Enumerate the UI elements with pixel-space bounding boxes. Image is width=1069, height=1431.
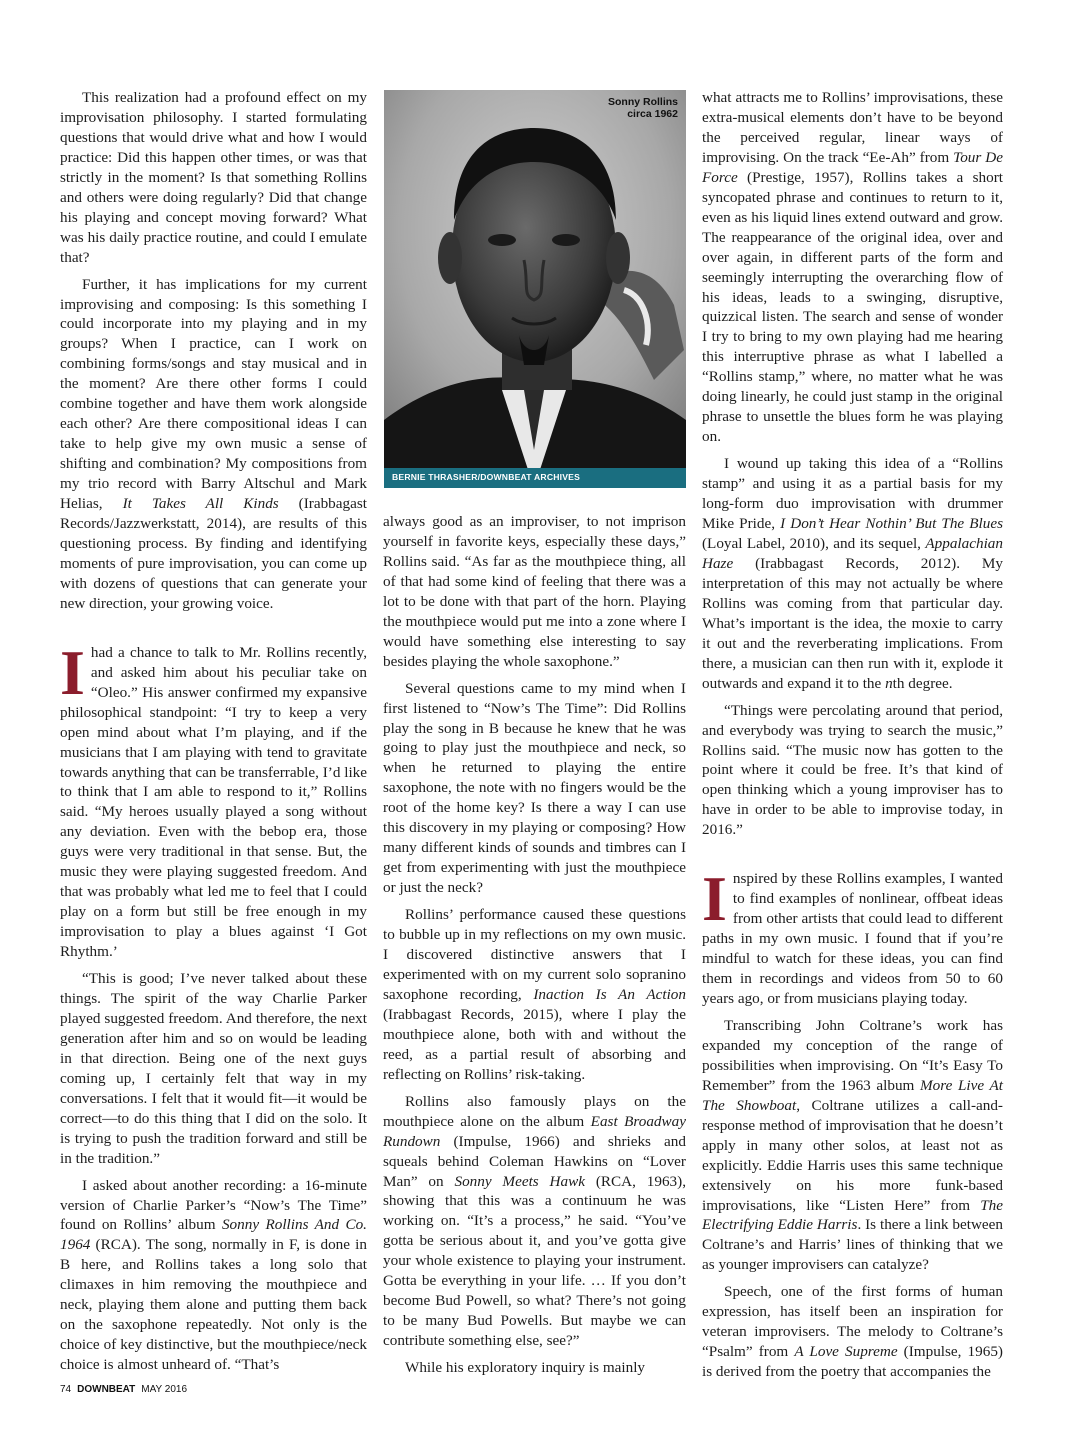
paragraph: This realization had a profound effect on my improvisation philosophy. I started formulating questions that would drive what and how I would practice: Did this happen other times, or was that strictly in the moment? Is that something Rollins and others were doing regularly? Did that change his playing and concept moving forward? What was his daily practice routine, and could I emulate that? bbox=[60, 89, 367, 266]
album-title: Sonny Rollins And Co. 1964 bbox=[60, 1216, 367, 1254]
paragraph: I wound up taking this idea of a “Rollins stamp” and using it as a partial basis for my long-form duo improvisation with drummer Mike Pride, I Don’t Hear Nothin’ But The Blues (Loyal Label, 2010), and its sequel, Appalachian Haze (Irabbagast Records, 2012). My interpretation of this may not actually be where Rollins was coming from that particular day. What’s important is the idea, the moxie to carry it out and the reverberating implications. From there, a musician can then run with it, explode it outwards and expand it to the nth degree. bbox=[702, 455, 1003, 692]
album-title: More Live At The Showboat bbox=[702, 1076, 1003, 1114]
article-column-3 bbox=[702, 88, 1003, 1389]
issue-date: MAY 2016 bbox=[141, 1384, 188, 1395]
paragraph: Several questions came to my mind when I first listened to “Now’s The Time”: Did Rollins play the song in B because he knew that he was going to play just the mouthpiece and neck, so when he returned to playing the entire saxophone, the note with no fingers would be the root of the home key? Is there a way I can use this discovery in my playing or composing? How many different kinds of sounds and timbres can I get from experimenting with just the mouthpiece or just the neck? bbox=[383, 679, 686, 897]
paragraph: Further, it has implications for my current improvising and composing: Is this something I could incorporate into my playing and in my groups? When I practice, can I work on combining forms/songs and stay musical and in the moment? Are there other forms I could combine together and have them work alongside each other? Are there compositional ideas I can take to help give my own music a sense of shifting and combination? My compositions from my trio record with Barry Altschul and Mark Helias, It Takes All Kinds (Irabbagast Records/Jazzwerkstatt, 2014), are results of this questioning process. By finding and identifying moments of pure improvisation, you can come up with dozens of questions that can generate your new direction, your growing voice. bbox=[60, 275, 367, 612]
paragraph: I asked about another recording: a 16-minute version of Charlie Parker’s “Now’s The Time” found on Rollins’ album Sonny Rollins And Co. 1964 (RCA). The song, normally in F, is done in B here, and Rollins takes a long solo that climaxes in him removing the mouthpiece and neck, playing them alone and putting them back on the saxophone repeatedly. Not only is the choice of key distinctive, but the mouthpiece/neck choice is almost unheard of. “That’s bbox=[60, 1176, 367, 1374]
album-title: Tour De Force bbox=[702, 148, 1003, 186]
portrait-photo bbox=[384, 90, 686, 488]
magazine-brand: DOWNBEAT bbox=[77, 1384, 136, 1395]
album-title: I Don’t Hear Nothin’ But The Blues bbox=[780, 515, 1003, 533]
paragraph: what attracts me to Rollins’ improvisations, these extra-musical elements don’t have to be beyond the perceived regular, linear ways of improvising. On the track “Ee-Ah” from Tour De Force (Prestige, 1957), Rollins takes a short syncopated phrase and continues to return to it, even as his liquid lines extend outward and grow. The reappearance of the original idea, over and over again, in different parts of the form and seemingly interrupting the overarching flow of his ideas, leads to a swinging, disruptive, quizzical listen. The search and sense of wonder I try to bring to my own playing had me hearing this interruptive phrase as what I labelled a “Rollins stamp,” where, no matter what he was doing linearly, he could just stamp in the original phrase to unsettle the blues form he was playing on. bbox=[702, 89, 1003, 446]
paragraph: “This is good; I’ve never talked about these things. The spirit of the way Charlie Parker played suggested freedom. And therefore, the next generation after him and so on would be leading in that direction. Being one of the next guys coming up, I certainly felt that way in my conversations. I felt that it would fit—it would be correct—to do this thing that I did on the solo. It is trying to push the tradition forward and still be in the tradition.” bbox=[60, 970, 367, 1167]
paragraph: I had a chance to talk to Mr. Rollins recently, and asked him about his peculiar take on “Oleo.” His answer confirmed my expansive philosophical standpoint: “I try to keep a very open mind about what I’m playing, and if the musicians that I am playing with tend to gravitate towards anything that can be transferrable, I’d like to think that I am able to respond to it,” Rollins said. “My heroes usually played a song without any deviation. Even with the bebop era, those guys were very traditional in that sense. But, the music they were playing suggested freedom. And that was probably what led me to feel that I could play on a form but still be free enough in my improvisation to play a blues against ‘I Got Rhythm.’ bbox=[60, 636, 368, 961]
paragraph: Rollins also famously plays on the mouthpiece alone on the album East Broadway Rundown (Impulse, 1966) and shrieks and squeals behind Coleman Hawkins on “Lover Man” on Sonny Meets Hawk (RCA, 1963), showing that this was a continuum he was working on. “It’s a process,” he said. “You’ve gotta be serious about it, and you’ve gotta give your whole existence to playing your instrument. Gotta be everything in your life. … If you don’t become Bud Powell, so what? There’s not going to be many Bud Powells. But maybe we can contribute something else, see?” bbox=[383, 1092, 686, 1350]
caption-date: circa 1962 bbox=[627, 108, 678, 120]
album-title: A Love Supreme bbox=[794, 1343, 898, 1361]
paragraph: Inspired by these Rollins examples, I wanted to find examples of nonlinear, offbeat ideas from other artists that could lead to different paths in my own music. I found that if you’re mindful to watch for these ideas, you can find them in recordings and videos from 50 to 60 years ago, or from musicians playing today. bbox=[702, 863, 1003, 1007]
paragraph: “Things were percolating around that period, and everybody was trying to search the music,” Rollins said. “The music now has gotten to the point where it could be free. It’s that kind of open thinking which a young improviser has to have in order to be able to improvise today, in 2016.” bbox=[702, 701, 1003, 839]
page-footer bbox=[60, 1384, 187, 1395]
album-title: East Broadway Rundown bbox=[383, 1112, 686, 1150]
album-title: Appalachian Haze bbox=[702, 534, 1003, 572]
paragraph: Speech, one of the first forms of human expression, has itself been an inspiration for veteran improvisers. The melody to Coltrane’s “Psalm” from A Love Supreme (Impulse, 1965) is derived from the poetry that accompanies the bbox=[702, 1283, 1003, 1381]
paragraph: always good as an improviser, to not imprison yourself in favorite keys, especially these days,” Rollins said. “As far as the mouthpiece thing, all of that had some kind of feeling that there was a lot to be done with that part of the horn. Playing the mouthpiece would put me into a zone where I would have something else interesting to say besides playing the whole saxophone.” bbox=[383, 513, 686, 670]
paragraph: While his exploratory inquiry is mainly bbox=[405, 1359, 646, 1377]
portrait-image bbox=[384, 90, 686, 488]
album-title: It Takes All Kinds bbox=[122, 495, 279, 513]
photo-credit-bar bbox=[384, 468, 686, 488]
article-column-2 bbox=[383, 512, 686, 1385]
drop-cap: I bbox=[702, 863, 727, 935]
photo-credit: BERNIE THRASHER/DOWNBEAT ARCHIVES bbox=[392, 472, 581, 482]
caption-name: Sonny Rollins bbox=[607, 96, 678, 108]
album-title: Sonny Meets Hawk bbox=[454, 1172, 585, 1190]
album-title: The Electrifying Eddie Harris bbox=[702, 1196, 1003, 1234]
paragraph: Transcribing John Coltrane’s work has expanded my conception of the range of possibilities when improvising. On “It’s Easy To Remember” from the 1963 album More Live At The Showboat, Coltrane utilizes a call-and-response method of improvisation that he doesn’t apply in many other solos, at least not as explicitly. Eddie Harris uses this same technique extensively on his more funk-based improvisations, like “Listen Here” from The Electrifying Eddie Harris. Is there a link between Coltrane’s and Harris’ lines of thinking that we as younger improvisers can catalyze? bbox=[702, 1016, 1003, 1274]
drop-cap: I bbox=[60, 636, 85, 708]
paragraph: Rollins’ performance caused these questions to bubble up in my reflections on my own music. I discovered distinctive answers that I experimented with on my current solo sopranino saxophone recording, Inaction Is An Action (Irabbagast Records, 2015), where I play the mouthpiece alone, both with and without the reed, as a partial result of absorbing and reflecting on Rollins’ risk-taking. bbox=[383, 906, 686, 1083]
album-title: Inaction Is An Action bbox=[533, 985, 686, 1003]
article-column-1 bbox=[60, 88, 367, 1382]
photo-caption bbox=[608, 96, 678, 120]
page-number: 74 bbox=[60, 1384, 72, 1395]
